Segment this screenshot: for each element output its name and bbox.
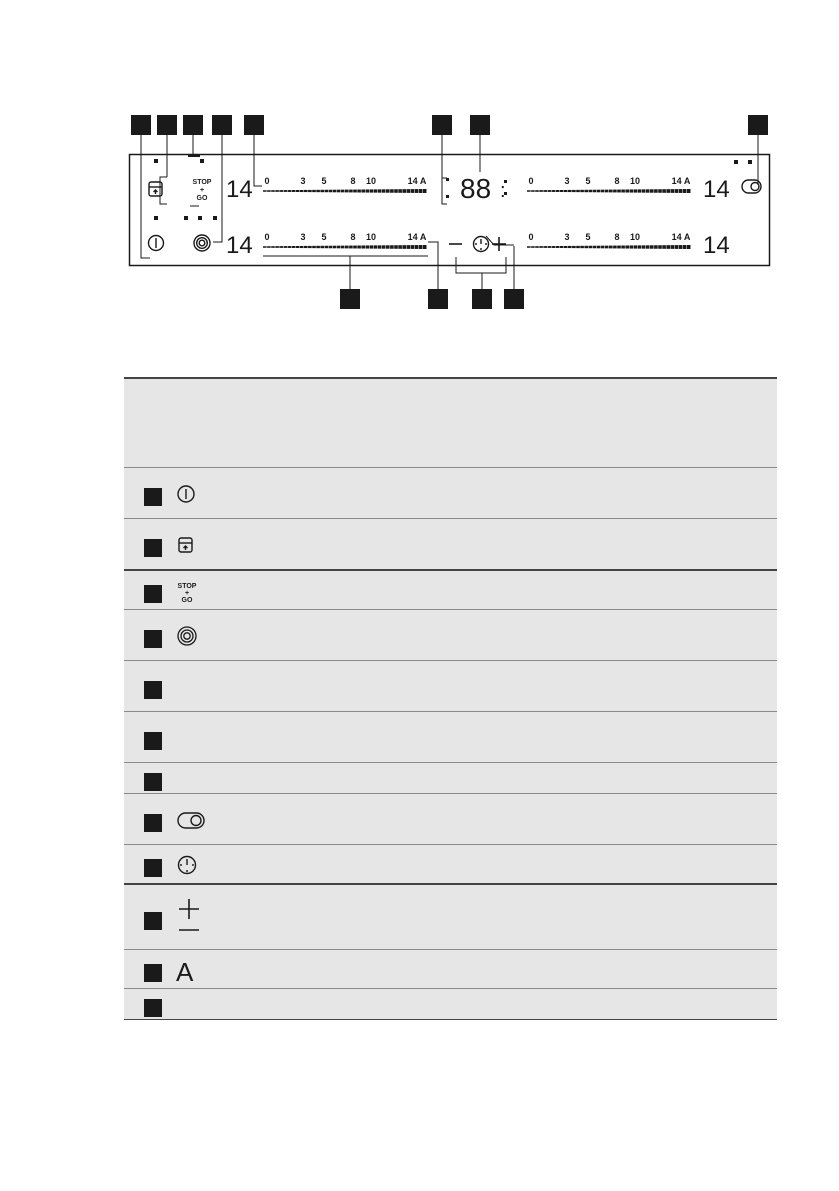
power-level-segment[interactable] [349, 190, 353, 193]
power-level-segment[interactable] [320, 246, 324, 248]
callout-markers-top [131, 115, 768, 135]
stop-go-button[interactable] [193, 179, 212, 202]
power-level-segment[interactable] [263, 190, 267, 192]
legend-symbol-cell [176, 950, 216, 989]
power-level-segment[interactable] [288, 190, 292, 192]
legend-marker [144, 773, 162, 791]
power-level-segment[interactable] [650, 245, 654, 248]
stop-go-plus: + [184, 589, 190, 597]
power-level-segment[interactable] [687, 245, 691, 249]
legend-description-cell [216, 570, 777, 610]
power-level-label: 3 [300, 176, 306, 186]
power-level-segment[interactable] [564, 190, 568, 192]
legend-number-cell [124, 610, 176, 661]
power-level-segment[interactable] [543, 190, 547, 192]
power-level-segment[interactable] [378, 245, 382, 248]
power-level-segment[interactable] [617, 246, 621, 249]
power-level-segment[interactable] [671, 245, 675, 249]
legend-marker [144, 539, 162, 557]
power-level-segment[interactable] [576, 246, 580, 248]
power-level-segment[interactable] [271, 190, 275, 192]
power-level-segment[interactable] [357, 190, 361, 193]
power-level-segment[interactable] [642, 245, 646, 248]
power-level-segment[interactable] [378, 189, 382, 192]
legend-row [124, 468, 777, 519]
power-level-segment[interactable] [654, 245, 658, 248]
power-level-label: 8 [614, 232, 620, 242]
power-scale-3[interactable] [527, 176, 691, 193]
power-level-segment[interactable] [407, 245, 411, 249]
power-level-segment[interactable] [646, 245, 650, 248]
power-level-segment[interactable] [625, 189, 629, 192]
power-level-segment[interactable] [580, 190, 584, 192]
legend-number-cell [124, 570, 176, 610]
power-level-label: 0 [264, 176, 270, 186]
timer-colon-right: : [500, 180, 506, 202]
power-level-segment[interactable] [382, 245, 386, 248]
power-level-segment[interactable] [552, 246, 556, 248]
power-level-segment[interactable] [679, 245, 683, 249]
power-level-segment[interactable] [300, 246, 304, 248]
legend-row [124, 763, 777, 794]
legend-row [124, 519, 777, 571]
power-level-segment[interactable] [411, 245, 415, 249]
power-level-segment[interactable] [316, 190, 320, 192]
power-level-segment[interactable] [642, 189, 646, 192]
callout-7 [470, 115, 490, 135]
power-level-label: 14 A [407, 232, 427, 242]
power-level-label: 10 [365, 176, 377, 186]
legend-row [124, 845, 777, 885]
bridge-icon [176, 625, 216, 652]
power-level-segment[interactable] [679, 189, 683, 193]
power-level-segment[interactable] [666, 245, 670, 249]
power-level-segment[interactable] [341, 246, 345, 249]
power-level-segment[interactable] [609, 246, 613, 249]
legend-row [124, 794, 777, 845]
power-level-segment[interactable] [527, 246, 531, 248]
power-level-label: 0 [528, 232, 534, 242]
power-level-segment[interactable] [605, 246, 609, 249]
legend-marker [144, 912, 162, 930]
callout-4 [212, 115, 232, 135]
legend-row [124, 950, 777, 989]
power-level-segment[interactable] [284, 246, 288, 248]
power-level-segment[interactable] [402, 189, 406, 193]
power-level-segment[interactable] [325, 190, 329, 192]
legend-marker [144, 964, 162, 982]
legend-symbol-cell [176, 989, 216, 1020]
power-level-segment[interactable] [658, 245, 662, 249]
legend-description-cell [216, 989, 777, 1020]
power-level-segment[interactable] [361, 189, 365, 192]
power-level-segment[interactable] [646, 189, 650, 192]
power-level-segment[interactable] [671, 189, 675, 193]
power-level-segment[interactable] [279, 190, 283, 192]
power-level-segment[interactable] [284, 190, 288, 192]
legend-marker [144, 732, 162, 750]
legend-description-cell [216, 468, 777, 519]
callout-1 [131, 115, 151, 135]
power-icon [176, 484, 216, 509]
go-label: GO [196, 195, 208, 202]
legend-symbol-cell [176, 610, 216, 661]
power-level-segment[interactable] [634, 245, 638, 248]
power-level-segment[interactable] [654, 189, 658, 192]
power-level-segment[interactable] [548, 246, 552, 248]
power-level-label: 5 [585, 232, 591, 242]
power-level-segment[interactable] [349, 246, 353, 249]
power-level-segment[interactable] [296, 190, 300, 192]
power-level-segment[interactable] [325, 246, 329, 248]
power-level-segment[interactable] [366, 245, 370, 248]
power-level-label: 5 [585, 176, 591, 186]
callout-5 [244, 115, 264, 135]
power-level-segment[interactable] [407, 189, 411, 193]
power-level-segment[interactable] [683, 245, 687, 249]
power-level-label: 14 A [407, 176, 427, 186]
power-level-segment[interactable] [341, 190, 345, 193]
power-level-segment[interactable] [271, 246, 275, 248]
legend-description-cell [216, 661, 777, 712]
power-level-segment[interactable] [275, 246, 279, 248]
power-level-segment[interactable] [382, 189, 386, 192]
power-level-segment[interactable] [329, 246, 333, 249]
legend-number-cell [124, 519, 176, 571]
power-level-label: 14 A [671, 232, 691, 242]
zone-display-rear-right: 14 [703, 232, 730, 259]
legend-symbol-cell [176, 519, 216, 571]
power-level-label: 8 [614, 176, 620, 186]
power-level-segment[interactable] [535, 190, 539, 192]
plus-icon[interactable] [492, 237, 506, 251]
legend-number-cell [124, 763, 176, 794]
legend-description-cell [216, 763, 777, 794]
power-level-segment[interactable] [415, 189, 419, 193]
power-level-segment[interactable] [394, 189, 398, 193]
power-level-segment[interactable] [337, 246, 341, 249]
power-level-segment[interactable] [568, 246, 572, 248]
hob2hood-icon[interactable] [742, 180, 761, 193]
lock-icon [176, 535, 216, 560]
power-level-segment[interactable] [601, 246, 605, 249]
stop-plus-label: + [199, 187, 205, 194]
timer-icon [176, 854, 216, 881]
power-level-segment[interactable] [584, 190, 588, 192]
power-level-segment[interactable] [419, 245, 423, 249]
power-level-segment[interactable] [638, 245, 642, 248]
power-level-segment[interactable] [370, 189, 374, 192]
legend-symbol-cell [176, 884, 216, 950]
legend-header-row [124, 378, 777, 468]
power-level-segment[interactable] [560, 246, 564, 248]
callout-3 [183, 115, 203, 135]
power-level-segment[interactable] [613, 246, 617, 249]
power-level-label: 5 [321, 232, 327, 242]
legend-number-cell [124, 950, 176, 989]
legend-symbol-cell [176, 712, 216, 763]
power-icon[interactable] [149, 236, 164, 251]
legend-row [124, 712, 777, 763]
callout-9 [340, 289, 360, 309]
power-level-segment[interactable] [584, 246, 588, 248]
power-level-segment[interactable] [361, 245, 365, 248]
legend-row [124, 610, 777, 661]
power-level-segment[interactable] [539, 190, 543, 192]
legend-number-cell [124, 468, 176, 519]
power-level-segment[interactable] [345, 246, 349, 249]
callout-6 [432, 115, 452, 135]
hob2hood-icon [176, 810, 216, 835]
power-level-segment[interactable] [552, 190, 556, 192]
stop-go-icon [176, 583, 198, 604]
power-level-segment[interactable] [374, 245, 378, 248]
legend-number-cell [124, 661, 176, 712]
control-panel-diagram [0, 0, 839, 370]
power-level-segment[interactable] [337, 190, 341, 193]
power-level-segment[interactable] [419, 189, 423, 193]
legend-row [124, 661, 777, 712]
power-level-segment[interactable] [308, 246, 312, 248]
power-level-segment[interactable] [398, 189, 402, 193]
legend-symbol-cell [176, 763, 216, 794]
power-level-segment[interactable] [374, 189, 378, 192]
callout-12 [504, 289, 524, 309]
power-level-segment[interactable] [683, 189, 687, 193]
power-level-segment[interactable] [279, 246, 283, 248]
power-level-segment[interactable] [621, 190, 625, 193]
legend-number-cell [124, 712, 176, 763]
power-scale-2[interactable] [263, 232, 427, 249]
power-level-segment[interactable] [638, 189, 642, 192]
legend-number-cell [124, 884, 176, 950]
power-level-segment[interactable] [548, 190, 552, 192]
power-level-label: 0 [264, 232, 270, 242]
power-level-segment[interactable] [304, 190, 308, 192]
power-level-label: 3 [300, 232, 306, 242]
legend-symbol-cell [176, 794, 216, 845]
legend-description-cell [216, 610, 777, 661]
callout-11 [472, 289, 492, 309]
power-level-segment[interactable] [658, 189, 662, 193]
legend-description-cell [216, 884, 777, 950]
power-level-segment[interactable] [267, 190, 271, 192]
power-level-segment[interactable] [423, 189, 427, 193]
power-level-segment[interactable] [304, 246, 308, 248]
power-level-segment[interactable] [597, 246, 601, 249]
power-level-label: 10 [629, 176, 641, 186]
callout-8 [748, 115, 768, 135]
power-level-segment[interactable] [593, 190, 597, 193]
power-level-segment[interactable] [560, 190, 564, 192]
power-level-segment[interactable] [630, 245, 634, 248]
power-level-segment[interactable] [333, 246, 337, 249]
power-level-segment[interactable] [415, 245, 419, 249]
power-level-segment[interactable] [263, 246, 267, 248]
power-level-segment[interactable] [398, 245, 402, 249]
stop-label: STOP [192, 179, 212, 186]
power-level-segment[interactable] [556, 246, 560, 248]
power-level-segment[interactable] [609, 190, 613, 193]
stop-go-stop: STOP [177, 582, 197, 590]
power-level-segment[interactable] [662, 189, 666, 193]
legend-number-cell [124, 794, 176, 845]
legend-description-cell [216, 950, 777, 989]
legend-row [124, 884, 777, 950]
power-level-segment[interactable] [543, 246, 547, 248]
power-level-segment[interactable] [589, 246, 593, 248]
power-level-label: 3 [564, 232, 570, 242]
power-level-segment[interactable] [556, 190, 560, 192]
legend-number-cell [124, 845, 176, 885]
power-level-label: 10 [629, 232, 641, 242]
power-level-segment[interactable] [564, 246, 568, 248]
legend-description-cell [216, 712, 777, 763]
power-level-segment[interactable] [687, 189, 691, 193]
zone-display-rear-left: 14 [226, 232, 253, 259]
power-level-label: 0 [528, 176, 534, 186]
power-level-segment[interactable] [572, 246, 576, 248]
legend-symbol-cell [176, 661, 216, 712]
timer-display: 88 [460, 173, 492, 204]
legend-symbol-cell [176, 468, 216, 519]
power-level-segment[interactable] [613, 190, 617, 193]
power-level-segment[interactable] [617, 190, 621, 193]
power-level-segment[interactable] [675, 245, 679, 249]
power-level-segment[interactable] [527, 190, 531, 192]
legend-description-cell [216, 519, 777, 571]
power-level-segment[interactable] [370, 245, 374, 248]
power-level-segment[interactable] [666, 189, 670, 193]
legend-description-cell [216, 794, 777, 845]
power-level-segment[interactable] [568, 190, 572, 192]
power-level-label: 8 [350, 232, 356, 242]
power-level-segment[interactable] [662, 245, 666, 249]
power-level-segment[interactable] [386, 245, 390, 248]
power-level-segment[interactable] [296, 246, 300, 248]
power-level-segment[interactable] [593, 246, 597, 249]
legend-marker [144, 488, 162, 506]
power-scale-1[interactable] [263, 176, 427, 193]
power-level-segment[interactable] [312, 190, 316, 192]
power-level-segment[interactable] [630, 189, 634, 192]
power-level-segment[interactable] [621, 246, 625, 249]
power-level-segment[interactable] [320, 190, 324, 192]
power-level-segment[interactable] [601, 190, 605, 193]
power-level-segment[interactable] [625, 245, 629, 248]
power-level-segment[interactable] [353, 246, 357, 249]
power-level-segment[interactable] [366, 189, 370, 192]
legend-marker [144, 814, 162, 832]
power-level-segment[interactable] [576, 190, 580, 192]
power-level-segment[interactable] [275, 190, 279, 192]
legend-symbol-cell [176, 570, 216, 610]
power-level-segment[interactable] [345, 190, 349, 193]
legend-row [124, 989, 777, 1020]
power-level-segment[interactable] [300, 190, 304, 192]
stop-go-go: GO [181, 596, 193, 604]
power-level-segment[interactable] [353, 190, 357, 193]
power-level-segment[interactable] [267, 246, 271, 248]
legend-marker [144, 999, 162, 1017]
power-level-segment[interactable] [329, 190, 333, 193]
legend-number-cell [124, 989, 176, 1020]
power-level-label: 3 [564, 176, 570, 186]
power-level-segment[interactable] [402, 245, 406, 249]
power-level-segment[interactable] [650, 189, 654, 192]
power-level-label: 10 [365, 232, 377, 242]
zone-display-front-left: 14 [226, 176, 253, 203]
power-level-segment[interactable] [357, 246, 361, 249]
power-level-segment[interactable] [316, 246, 320, 248]
power-level-segment[interactable] [531, 246, 535, 248]
power-level-segment[interactable] [390, 189, 394, 192]
power-level-segment[interactable] [675, 189, 679, 193]
power-level-segment[interactable] [308, 190, 312, 192]
power-level-segment[interactable] [597, 190, 601, 193]
power-level-segment[interactable] [605, 190, 609, 193]
callout-10 [428, 289, 448, 309]
power-level-segment[interactable] [292, 246, 296, 248]
timer-icon[interactable] [474, 237, 489, 252]
power-level-segment[interactable] [386, 189, 390, 192]
callout-markers-bottom [340, 289, 524, 309]
power-scale-4[interactable] [527, 232, 691, 249]
power-level-segment[interactable] [572, 190, 576, 192]
power-level-segment[interactable] [634, 189, 638, 192]
power-level-segment[interactable] [589, 190, 593, 192]
power-level-segment[interactable] [535, 246, 539, 248]
power-level-segment[interactable] [292, 190, 296, 192]
legend-table [124, 377, 777, 1020]
power-level-label: 8 [350, 176, 356, 186]
legend-description-cell [216, 845, 777, 885]
callout-2 [157, 115, 177, 135]
power-level-label: 5 [321, 176, 327, 186]
power-level-segment[interactable] [539, 246, 543, 248]
power-level-segment[interactable] [423, 245, 427, 249]
legend-marker [144, 630, 162, 648]
power-level-segment[interactable] [394, 245, 398, 249]
power-level-segment[interactable] [390, 245, 394, 248]
power-level-segment[interactable] [580, 246, 584, 248]
legend-symbol-cell [176, 845, 216, 885]
legend-marker [144, 859, 162, 877]
power-level-segment[interactable] [411, 189, 415, 193]
letter-a-icon: A [176, 957, 194, 987]
power-level-segment[interactable] [288, 246, 292, 248]
power-level-segment[interactable] [312, 246, 316, 248]
zone-display-front-right: 14 [703, 176, 730, 203]
power-level-segment[interactable] [531, 190, 535, 192]
power-level-segment[interactable] [333, 190, 337, 193]
legend-marker [144, 585, 162, 603]
legend-row [124, 570, 777, 610]
legend-marker [144, 681, 162, 699]
plus-minus-icon [176, 898, 216, 943]
bridge-icon[interactable] [194, 235, 210, 251]
power-level-label: 14 A [671, 176, 691, 186]
